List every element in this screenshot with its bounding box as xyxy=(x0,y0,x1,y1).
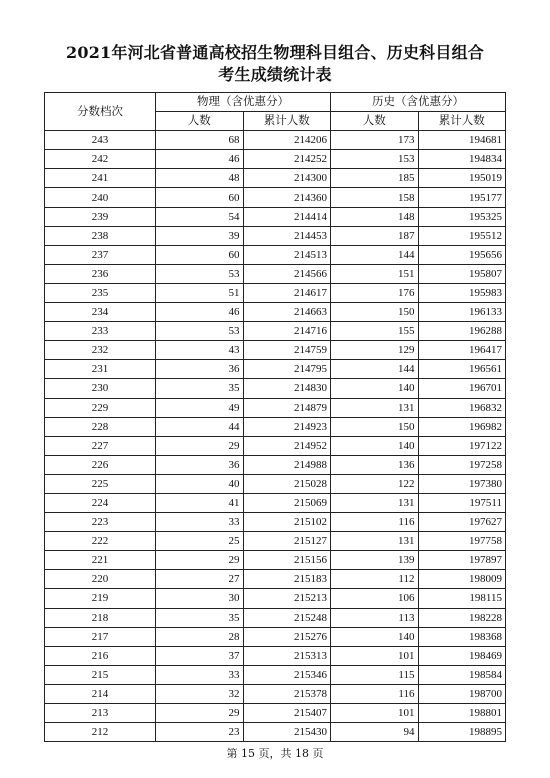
physics-cumulative-cell: 215028 xyxy=(243,474,331,493)
physics-count-cell: 51 xyxy=(156,283,244,302)
history-count-cell: 153 xyxy=(331,150,419,169)
score-cell: 215 xyxy=(45,665,156,684)
table-row xyxy=(45,150,506,169)
physics-cumulative-cell: 214988 xyxy=(243,455,331,474)
score-cell: 226 xyxy=(45,455,156,474)
physics-cumulative-cell: 215127 xyxy=(243,532,331,551)
history-header: 历史（含优惠分） xyxy=(331,93,506,112)
physics-count-cell: 23 xyxy=(156,723,244,742)
history-cumulative-cell: 198700 xyxy=(418,684,506,703)
table-row xyxy=(45,226,506,245)
table-row xyxy=(45,264,506,283)
physics-cumulative-cell: 214952 xyxy=(243,436,331,455)
history-count-cell: 139 xyxy=(331,551,419,570)
physics-cumulative-cell: 214453 xyxy=(243,226,331,245)
table-row xyxy=(45,188,506,207)
physics-cumulative-cell: 215276 xyxy=(243,627,331,646)
history-count-cell: 106 xyxy=(331,589,419,608)
history-count-cell: 187 xyxy=(331,226,419,245)
history-cumulative-cell: 196288 xyxy=(418,322,506,341)
table-row xyxy=(45,455,506,474)
physics-count-cell: 29 xyxy=(156,551,244,570)
history-count-cell: 131 xyxy=(331,532,419,551)
history-cumulative-cell: 198009 xyxy=(418,570,506,589)
table-row xyxy=(45,704,506,723)
score-cell: 217 xyxy=(45,627,156,646)
table-row xyxy=(45,303,506,322)
physics-cumulative-cell: 215407 xyxy=(243,704,331,723)
physics-count-cell: 36 xyxy=(156,360,244,379)
physics-cumulative-cell: 214830 xyxy=(243,379,331,398)
physics-count-cell: 46 xyxy=(156,150,244,169)
score-statistics-table xyxy=(44,92,506,742)
physics-count-cell: 54 xyxy=(156,207,244,226)
table-row xyxy=(45,551,506,570)
score-cell: 214 xyxy=(45,684,156,703)
history-count-cell: 144 xyxy=(331,245,419,264)
history-cumulative-cell: 196832 xyxy=(418,398,506,417)
physics-cumulative-cell: 214360 xyxy=(243,188,331,207)
table-row xyxy=(45,513,506,532)
history-cumulative-cell: 196982 xyxy=(418,417,506,436)
history-count-cell: 140 xyxy=(331,436,419,455)
table-row xyxy=(45,169,506,188)
history-count-cell: 150 xyxy=(331,303,419,322)
physics-cumulative-cell: 214566 xyxy=(243,264,331,283)
table-row xyxy=(45,493,506,512)
history-cumulative-cell: 194834 xyxy=(418,150,506,169)
history-cumulative-cell: 195177 xyxy=(418,188,506,207)
physics-count-cell: 29 xyxy=(156,704,244,723)
score-cell: 242 xyxy=(45,150,156,169)
history-cumulative-cell: 197258 xyxy=(418,455,506,474)
score-cell: 231 xyxy=(45,360,156,379)
physics-count-cell: 53 xyxy=(156,264,244,283)
physics-cumulative-cell: 215430 xyxy=(243,723,331,742)
table-row xyxy=(45,131,506,150)
history-count-cell: 173 xyxy=(331,131,419,150)
score-cell: 237 xyxy=(45,245,156,264)
history-cumulative-cell: 198228 xyxy=(418,608,506,627)
physics-count-cell: 29 xyxy=(156,436,244,455)
history-count-cell: 185 xyxy=(331,169,419,188)
physics-cumulative-cell: 215156 xyxy=(243,551,331,570)
history-count-cell: 158 xyxy=(331,188,419,207)
physics-count-cell: 39 xyxy=(156,226,244,245)
score-cell: 241 xyxy=(45,169,156,188)
history-cumulative-cell: 197511 xyxy=(418,493,506,512)
physics-count-cell: 35 xyxy=(156,608,244,627)
table-row xyxy=(45,341,506,360)
physics-count-cell: 25 xyxy=(156,532,244,551)
score-cell: 230 xyxy=(45,379,156,398)
history-count-cell: 131 xyxy=(331,398,419,417)
history-count-cell: 101 xyxy=(331,646,419,665)
physics-cumulative-cell: 215102 xyxy=(243,513,331,532)
history-cumulative-cell: 195019 xyxy=(418,169,506,188)
history-count-cell: 94 xyxy=(331,723,419,742)
physics-cumulative-header: 累计人数 xyxy=(243,112,331,131)
history-count-cell: 140 xyxy=(331,627,419,646)
history-count-cell: 129 xyxy=(331,341,419,360)
physics-count-cell: 40 xyxy=(156,474,244,493)
table-row xyxy=(45,322,506,341)
physics-count-cell: 41 xyxy=(156,493,244,512)
history-cumulative-header: 累计人数 xyxy=(418,112,506,131)
physics-cumulative-cell: 215069 xyxy=(243,493,331,512)
physics-header: 物理（含优惠分） xyxy=(156,93,331,112)
physics-count-cell: 32 xyxy=(156,684,244,703)
table-row xyxy=(45,379,506,398)
history-cumulative-cell: 198895 xyxy=(418,723,506,742)
history-cumulative-cell: 196701 xyxy=(418,379,506,398)
physics-cumulative-cell: 214759 xyxy=(243,341,331,360)
table-row xyxy=(45,723,506,742)
physics-count-cell: 33 xyxy=(156,665,244,684)
physics-cumulative-cell: 214716 xyxy=(243,322,331,341)
score-cell: 235 xyxy=(45,283,156,302)
score-band-header: 分数档次 xyxy=(45,93,156,131)
score-cell: 239 xyxy=(45,207,156,226)
score-cell: 220 xyxy=(45,570,156,589)
physics-cumulative-cell: 215248 xyxy=(243,608,331,627)
history-cumulative-cell: 198469 xyxy=(418,646,506,665)
physics-cumulative-cell: 214617 xyxy=(243,283,331,302)
physics-cumulative-cell: 215378 xyxy=(243,684,331,703)
table-row xyxy=(45,532,506,551)
table-row xyxy=(45,627,506,646)
physics-count-cell: 28 xyxy=(156,627,244,646)
physics-cumulative-cell: 214206 xyxy=(243,131,331,150)
physics-count-cell: 60 xyxy=(156,245,244,264)
history-cumulative-cell: 195983 xyxy=(418,283,506,302)
table-row xyxy=(45,417,506,436)
physics-cumulative-cell: 215313 xyxy=(243,646,331,665)
score-cell: 234 xyxy=(45,303,156,322)
table-row xyxy=(45,570,506,589)
physics-count-cell: 68 xyxy=(156,131,244,150)
history-cumulative-cell: 195807 xyxy=(418,264,506,283)
physics-cumulative-cell: 214513 xyxy=(243,245,331,264)
score-cell: 216 xyxy=(45,646,156,665)
physics-cumulative-cell: 214879 xyxy=(243,398,331,417)
physics-count-cell: 60 xyxy=(156,188,244,207)
physics-cumulative-cell: 214663 xyxy=(243,303,331,322)
header-row-1 xyxy=(45,93,506,112)
history-count-cell: 148 xyxy=(331,207,419,226)
history-count-cell: 144 xyxy=(331,360,419,379)
physics-cumulative-cell: 214795 xyxy=(243,360,331,379)
physics-count-cell: 48 xyxy=(156,169,244,188)
table-row xyxy=(45,207,506,226)
table-row xyxy=(45,436,506,455)
history-cumulative-cell: 198584 xyxy=(418,665,506,684)
history-count-header: 人数 xyxy=(331,112,419,131)
history-count-cell: 116 xyxy=(331,684,419,703)
page-footer: 第 15 页，共 18 页 xyxy=(226,747,324,760)
score-cell: 212 xyxy=(45,723,156,742)
score-cell: 240 xyxy=(45,188,156,207)
table-body xyxy=(45,131,506,742)
history-cumulative-cell: 197122 xyxy=(418,436,506,455)
table-row xyxy=(45,283,506,302)
score-cell: 224 xyxy=(45,493,156,512)
history-cumulative-cell: 194681 xyxy=(418,131,506,150)
table-row xyxy=(45,646,506,665)
history-count-cell: 113 xyxy=(331,608,419,627)
history-cumulative-cell: 196561 xyxy=(418,360,506,379)
physics-cumulative-cell: 215213 xyxy=(243,589,331,608)
score-cell: 227 xyxy=(45,436,156,455)
table-row xyxy=(45,665,506,684)
score-cell: 223 xyxy=(45,513,156,532)
history-count-cell: 101 xyxy=(331,704,419,723)
history-count-cell: 151 xyxy=(331,264,419,283)
history-count-cell: 150 xyxy=(331,417,419,436)
history-cumulative-cell: 198115 xyxy=(418,589,506,608)
history-cumulative-cell: 197627 xyxy=(418,513,506,532)
history-count-cell: 116 xyxy=(331,513,419,532)
history-count-cell: 131 xyxy=(331,493,419,512)
physics-count-cell: 37 xyxy=(156,646,244,665)
score-cell: 236 xyxy=(45,264,156,283)
score-cell: 243 xyxy=(45,131,156,150)
history-cumulative-cell: 198368 xyxy=(418,627,506,646)
score-cell: 232 xyxy=(45,341,156,360)
history-cumulative-cell: 195656 xyxy=(418,245,506,264)
physics-count-cell: 53 xyxy=(156,322,244,341)
physics-cumulative-cell: 215183 xyxy=(243,570,331,589)
table-row xyxy=(45,589,506,608)
physics-cumulative-cell: 214252 xyxy=(243,150,331,169)
physics-count-cell: 49 xyxy=(156,398,244,417)
history-cumulative-cell: 196133 xyxy=(418,303,506,322)
history-cumulative-cell: 198801 xyxy=(418,704,506,723)
physics-count-header: 人数 xyxy=(156,112,244,131)
score-cell: 221 xyxy=(45,551,156,570)
table-row xyxy=(45,398,506,417)
history-cumulative-cell: 195512 xyxy=(418,226,506,245)
physics-count-cell: 46 xyxy=(156,303,244,322)
table-row xyxy=(45,245,506,264)
history-count-cell: 112 xyxy=(331,570,419,589)
physics-count-cell: 35 xyxy=(156,379,244,398)
score-cell: 238 xyxy=(45,226,156,245)
physics-count-cell: 27 xyxy=(156,570,244,589)
history-cumulative-cell: 196417 xyxy=(418,341,506,360)
physics-cumulative-cell: 215346 xyxy=(243,665,331,684)
score-cell: 229 xyxy=(45,398,156,417)
history-count-cell: 140 xyxy=(331,379,419,398)
history-cumulative-cell: 197380 xyxy=(418,474,506,493)
document-title-line-1: 2021年河北省普通高校招生物理科目组合、历史科目组合 xyxy=(66,43,484,62)
score-cell: 218 xyxy=(45,608,156,627)
table-row xyxy=(45,360,506,379)
history-cumulative-cell: 197758 xyxy=(418,532,506,551)
score-cell: 228 xyxy=(45,417,156,436)
physics-cumulative-cell: 214414 xyxy=(243,207,331,226)
physics-cumulative-cell: 214923 xyxy=(243,417,331,436)
physics-count-cell: 36 xyxy=(156,455,244,474)
table-row xyxy=(45,684,506,703)
history-count-cell: 115 xyxy=(331,665,419,684)
physics-count-cell: 43 xyxy=(156,341,244,360)
document-title-line-2: 考生成绩统计表 xyxy=(218,65,332,84)
history-count-cell: 122 xyxy=(331,474,419,493)
score-cell: 233 xyxy=(45,322,156,341)
table-row xyxy=(45,608,506,627)
history-cumulative-cell: 197897 xyxy=(418,551,506,570)
score-cell: 219 xyxy=(45,589,156,608)
score-cell: 222 xyxy=(45,532,156,551)
score-cell: 213 xyxy=(45,704,156,723)
history-count-cell: 136 xyxy=(331,455,419,474)
table-row xyxy=(45,474,506,493)
physics-cumulative-cell: 214300 xyxy=(243,169,331,188)
physics-count-cell: 30 xyxy=(156,589,244,608)
physics-count-cell: 33 xyxy=(156,513,244,532)
history-count-cell: 155 xyxy=(331,322,419,341)
history-cumulative-cell: 195325 xyxy=(418,207,506,226)
score-cell: 225 xyxy=(45,474,156,493)
history-count-cell: 176 xyxy=(331,283,419,302)
physics-count-cell: 44 xyxy=(156,417,244,436)
